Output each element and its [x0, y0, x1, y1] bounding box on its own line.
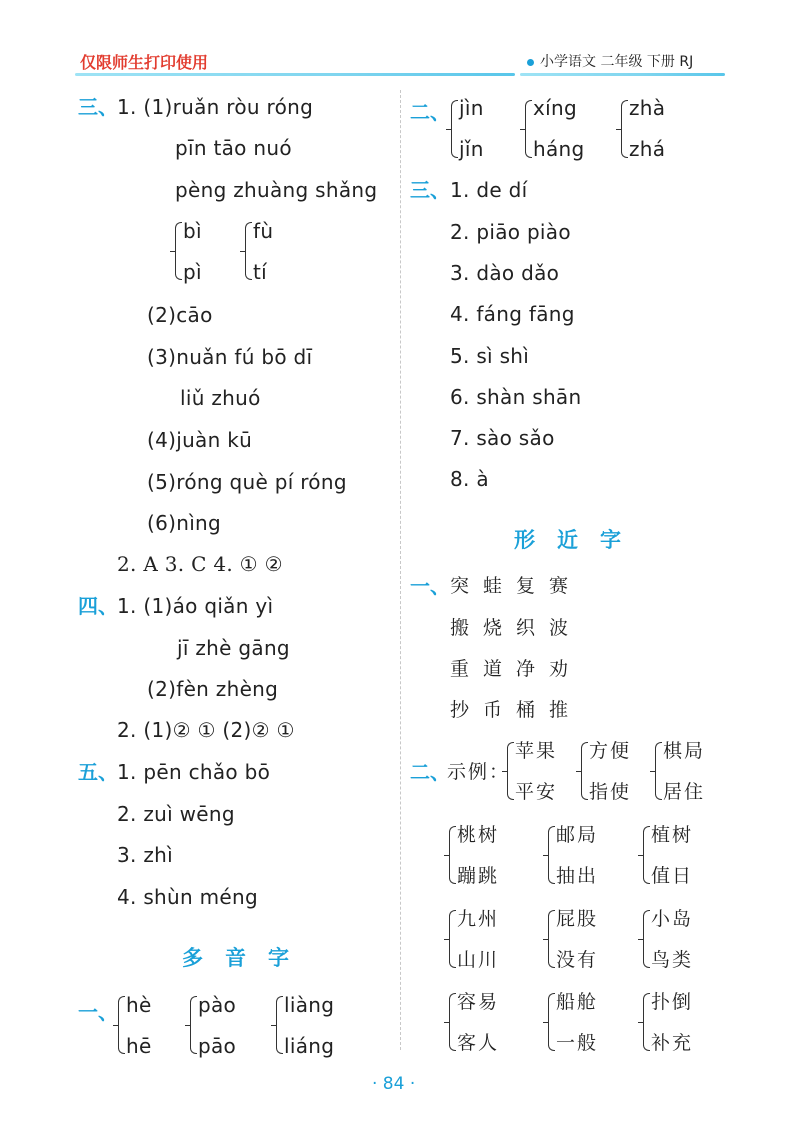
header-right-label: [527, 51, 693, 71]
group-2-bottom: 抽出: [556, 865, 599, 887]
group-8-bottom: 一般: [556, 1032, 599, 1054]
similar-line-2: 搬烧织波: [450, 617, 583, 639]
s4-line-1: 1. (1)áo qiǎn yì: [117, 594, 274, 618]
header-rule-left: [75, 73, 515, 76]
brace-xing: [525, 100, 532, 158]
s3-part-3b: liǔ zhuó: [180, 386, 261, 410]
group-9-top: 扑倒: [651, 991, 694, 1013]
r-brace2-top: xíng: [533, 96, 577, 120]
group-1-top: 桃树: [457, 824, 500, 846]
brace-group-4: [449, 910, 456, 968]
poly-3-top: liàng: [284, 993, 335, 1017]
s3-part-5: (5)róng què pí róng: [147, 470, 347, 494]
right-section-2-number: 二、: [410, 100, 450, 124]
heading-polyphones: 多音字: [182, 946, 311, 970]
brace-example-1: [507, 742, 514, 800]
group-4-top: 九州: [457, 908, 500, 930]
group-7-top: 容易: [457, 991, 500, 1013]
brace-example-3: [655, 742, 662, 800]
poly-1-top: hè: [126, 993, 152, 1017]
group-6-top: 小岛: [651, 908, 694, 930]
section-5-number: 五、: [78, 760, 118, 784]
s3-part-4: (4)juàn kū: [147, 428, 253, 452]
group-4-bottom: 山川: [457, 949, 500, 971]
example-label: 示例：: [447, 761, 511, 783]
heading-similar-characters: 形近字: [514, 528, 643, 552]
brace-fu-ti: [245, 222, 252, 280]
brace-zha: [621, 100, 628, 158]
poly-2-bottom: pāo: [198, 1034, 237, 1058]
s3-question-2-4: 2. A 3. C 4. ① ②: [117, 552, 283, 576]
brace-group-7: [449, 993, 456, 1051]
brace-example-2: [581, 742, 588, 800]
header-book-info: 小学语文 二年级 下册 RJ: [540, 54, 694, 70]
right-section-3-number: 三、: [410, 178, 450, 202]
s5-line-1: 1. pēn chǎo bō: [117, 760, 271, 784]
similar-line-1: 突蛙复赛: [450, 575, 583, 597]
example-3-bottom: 居住: [663, 781, 706, 803]
s5-line-3: 3. zhì: [117, 843, 173, 867]
brace-jin: [451, 100, 458, 158]
s3-brace1-bottom: pì: [183, 260, 202, 284]
brace-group-3: [643, 826, 650, 884]
similar-section-1-number: 一、: [410, 574, 450, 598]
s3-part-2: (2)cāo: [147, 303, 213, 327]
brace-group-5: [548, 910, 555, 968]
header-left-label: 仅限师生打印使用: [80, 53, 209, 72]
r-q1: 1. de dí: [450, 178, 528, 202]
r-brace3-bottom: zhá: [629, 137, 666, 161]
brace-liang: [276, 996, 283, 1054]
brace-bi-pi: [175, 222, 182, 280]
example-2-bottom: 指使: [589, 781, 632, 803]
brace-group-8: [548, 993, 555, 1051]
similar-section-2-number: 二、: [410, 760, 450, 784]
similar-line-3: 重道净劝: [450, 658, 583, 680]
poly-1-bottom: hē: [126, 1034, 152, 1058]
s3-line-1: 1. (1)ruǎn ròu róng: [117, 95, 314, 119]
r-brace2-bottom: háng: [533, 137, 585, 161]
r-brace1-bottom: jǐn: [459, 137, 484, 161]
column-divider: [400, 90, 401, 1050]
r-q6: 6. shàn shān: [450, 385, 582, 409]
group-3-bottom: 值日: [651, 865, 694, 887]
group-1-bottom: 蹦跳: [457, 865, 500, 887]
group-6-bottom: 鸟类: [651, 949, 694, 971]
group-5-top: 屁股: [556, 908, 599, 930]
s4-line-2: jī zhè gāng: [177, 636, 290, 660]
r-brace1-top: jìn: [459, 96, 484, 120]
s3-brace2-bottom: tí: [253, 260, 267, 284]
r-q8: 8. à: [450, 467, 489, 491]
example-1-top: 苹果: [515, 740, 558, 762]
brace-group-6: [643, 910, 650, 968]
group-3-top: 植树: [651, 824, 694, 846]
page-number: · 84 ·: [372, 1074, 416, 1094]
s4-question-2: 2. (1)② ① (2)② ①: [117, 718, 295, 742]
example-1-bottom: 平安: [515, 781, 558, 803]
r-q3: 3. dào dǎo: [450, 261, 560, 285]
s5-line-4: 4. shùn méng: [117, 885, 259, 909]
example-3-top: 棋局: [663, 740, 706, 762]
r-q2: 2. piāo piào: [450, 220, 571, 244]
s5-line-2: 2. zuì wēng: [117, 802, 235, 826]
bullet-dot-icon: [527, 59, 534, 66]
group-8-top: 船舱: [556, 991, 599, 1013]
brace-group-1: [449, 826, 456, 884]
s3-line-3: pèng zhuàng shǎng: [175, 178, 378, 202]
poly-3-bottom: liáng: [284, 1034, 335, 1058]
group-7-bottom: 客人: [457, 1032, 500, 1054]
s3-brace2-top: fù: [253, 219, 274, 243]
brace-group-2: [548, 826, 555, 884]
r-q4: 4. fáng fāng: [450, 302, 575, 326]
header-rule-right: [520, 73, 725, 76]
s3-brace1-top: bì: [183, 219, 202, 243]
section-3-number: 三、: [78, 95, 118, 119]
section-4-number: 四、: [78, 594, 118, 618]
poly-2-top: pào: [198, 993, 237, 1017]
r-q5: 5. sì shì: [450, 344, 530, 368]
s3-part-3a: (3)nuǎn fú bō dī: [147, 345, 313, 369]
similar-line-4: 抄币桶推: [450, 699, 583, 721]
group-2-top: 邮局: [556, 824, 599, 846]
brace-group-9: [643, 993, 650, 1051]
s3-line-2: pīn tāo nuó: [175, 136, 292, 160]
brace-pao: [190, 996, 197, 1054]
s3-part-6: (6)nìng: [147, 511, 222, 535]
group-5-bottom: 没有: [556, 949, 599, 971]
r-brace3-top: zhà: [629, 96, 666, 120]
group-9-bottom: 补充: [651, 1032, 694, 1054]
polyphone-section-1-number: 一、: [78, 1000, 118, 1024]
example-2-top: 方便: [589, 740, 632, 762]
brace-he: [118, 996, 125, 1054]
s4-line-3: (2)fèn zhèng: [147, 677, 279, 701]
r-q7: 7. sào sǎo: [450, 426, 555, 450]
